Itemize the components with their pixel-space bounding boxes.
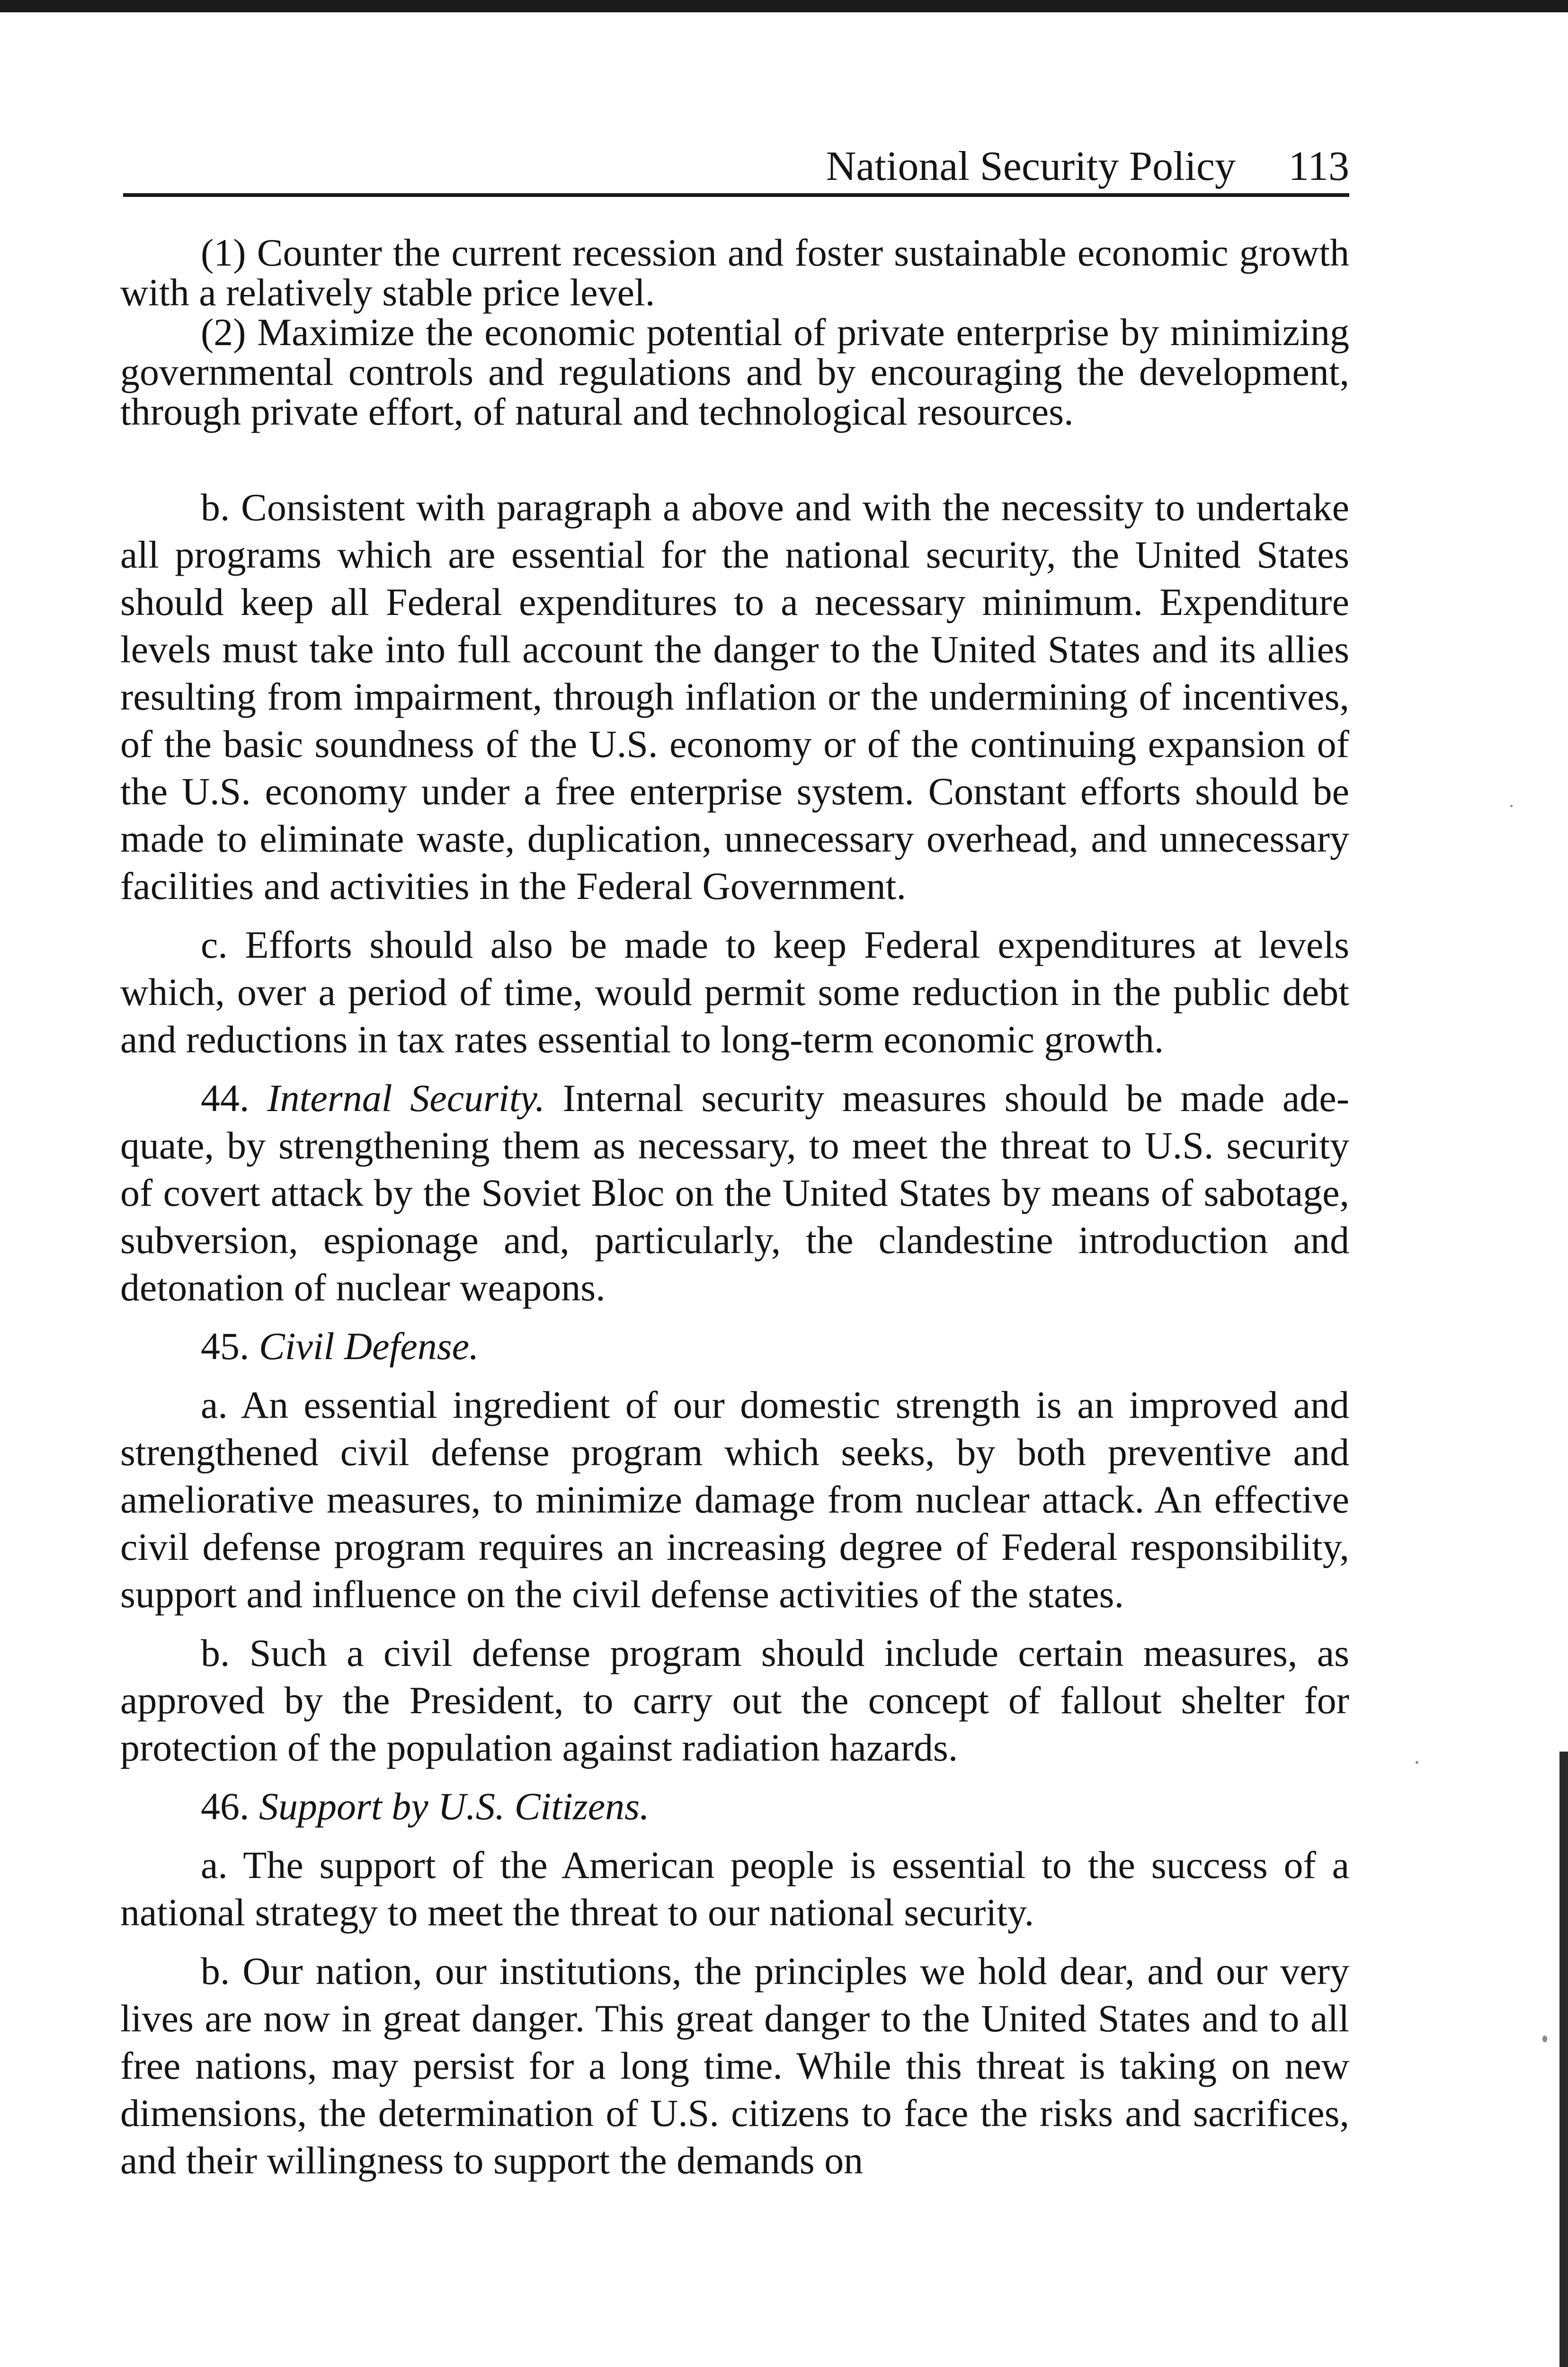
section-text: Internal security measures should be made adequate, by strengthening them as necessary, to meet the threat to U.S. security of covert attack by the Soviet Bloc on the United States by means of sabotage, subversion, espionage and, particularly, the clandestine introduction and detonation of nuclear weapons. [120,1077,1349,1309]
scan-speck [1510,805,1513,807]
header-rule [123,193,1349,197]
running-head [123,137,1349,199]
paragraph-federal-expenditures: b. Consistent with paragraph a above and with the necessity to undertake all programs which are essential for the national security, the United States should keep all Federal expenditures to a necessary minimum. Expenditure levels must take into full account the danger to the United States and its allies resulting from impairment, through inflation or the undermining of incentives, of the basic soundness of the U.S. economy or of the continuing expansion of the U.S. economy under a free enterprise system. Constant efforts should be made to eliminate waste, duplication, unnecessary overhead, and unnecessary facilities and activities in the Federal Government. [120,486,1349,908]
running-head-title: National Security Policy [826,143,1236,189]
scan-speck [1416,1761,1418,1764]
page-body [120,233,1349,2184]
paragraph-civil-defense-program: a. An essential ingredient of our domestic strength is an improved and strengthened civil defense program which seeks, by both preventive and ameliorative measures, to minimize damage from nuclear attack. An effective civil defense program requires an increasing degree of Federal responsibility, support and influence on the civil defense activities of the states. [120,1383,1349,1616]
paragraph-great-danger: b. Our nation, our institutions, the principles we hold dear, and our very lives are now in great danger. This great danger to the United States and to all free nations, may persist for a long time. While this threat is taking on new dimensions, the determination of U.S. citizens to face the risks and sacrifices, and their willingness to support the demands on [120,1949,1349,2182]
section-heading: Internal Security. [267,1077,545,1120]
section-civil-defense [120,1323,1349,1370]
paragraph-maximize-economic-potential: (2) Maximize the economic potential of private enterprise by minimizing governmental controls and regulations and by encouraging the development, through private effort, of natural and technological resources. [120,311,1349,433]
section-support-by-citizens [120,1783,1349,1830]
section-heading: Support by U.S. Citizens. [259,1785,650,1828]
paragraph-american-support: a. The support of the American people is essential to the success of a national strategy to meet the threat to our national security. [120,1843,1349,1934]
paragraph-public-debt: c. Efforts should also be made to keep Federal expenditures at levels which, over a period of time, would permit some reduction in the public debt and reductions in tax rates essential to long-term economic growth. [120,923,1349,1061]
section-heading: Civil Defense. [259,1325,479,1368]
section-number: 44. [201,1077,249,1120]
section-internal-security [120,1075,1349,1311]
section-number: 46. [201,1785,249,1828]
section-number: 45. [201,1325,249,1368]
scan-top-edge [0,0,1568,12]
scan-speck [1542,2036,1547,2042]
scan-right-edge [1559,1752,1568,2367]
paragraph-counter-recession: (1) Counter the current recession and foster sustainable economic growth with a relatively stable price level. [120,231,1349,314]
paragraph-fallout-shelter: b. Such a civil defense program should include certain measures, as approved by the President, to carry out the concept of fallout shelter for protection of the population against radiation hazards. [120,1631,1349,1769]
page-number: 113 [1288,143,1349,189]
